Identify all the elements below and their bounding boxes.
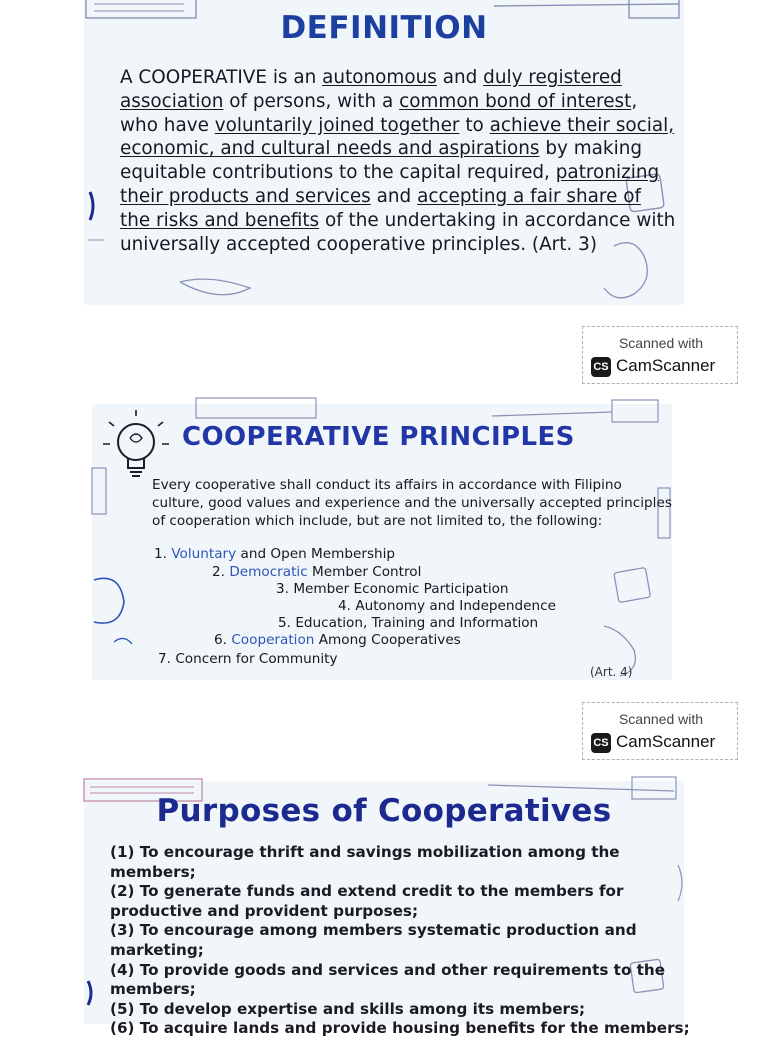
phone-doodle [92,468,106,514]
definition-text-run: to [459,114,490,136]
principle-item: 7. Concern for Community [158,651,338,667]
keyboard-doodle [196,398,316,418]
pen-doodle [494,4,679,6]
purpose-item: (2) To generate funds and extend credit to the members for productive and provident purposes; [110,882,624,920]
camscanner-name: CamScanner [616,356,716,375]
definition-text [120,66,676,256]
principles-article-reference: (Art. 4) [590,665,633,679]
purposes-list [110,843,710,1039]
scanned-with-label: Scanned with [618,711,704,727]
definition-text-run: by making equitable contributions to the capital required, [120,138,643,184]
camscanner-badge [582,326,738,384]
principle-item: 5. Education, Training and Information [278,615,539,631]
purpose-item: (6) To acquire lands and provide housing benefits for the members; [110,1019,690,1038]
pen-doodle [488,785,674,791]
scanned-with-label: Scanned with [618,335,704,351]
lightbulb-icon [103,410,169,476]
purpose-item: (4) To provide goods and services and other requirements to the members; [110,960,666,999]
definition-underlined-phrase: autonomous [322,67,437,88]
principles-title: COOPERATIVE PRINCIPLES [182,422,575,452]
camscanner-name: CamScanner [616,732,716,751]
notebook-doodle [612,400,658,422]
principle-item: 6. Cooperation Among Cooperatives [214,632,461,648]
principles-intro: Every cooperative shall conduct its affairs in accordance with Filipino culture, good values and experience and the universally accepted principles of cooperation which include, but are not limited to, the following: [152,477,672,529]
definition-underlined-phrase: duly registered association [120,67,622,112]
pen-doodle [492,412,612,416]
bracket-doodle [88,981,91,1005]
definition-text-run: and [370,185,418,207]
definition-underlined-phrase: accepting a fair share of the risks and benefits [120,185,641,231]
sticky-note-doodle [614,567,651,602]
definition-text-run: of the undertaking in accordance with universally accepted cooperative principles. (Art. 3) [120,209,676,255]
purpose-item: (3) To encourage among members systematic production and marketing; [110,921,637,959]
principle-item: 4. Autonomy and Independence [338,598,556,614]
principle-item: 1. Voluntary and Open Membership [154,546,396,562]
camscanner-logo-icon: CS [591,733,611,753]
glasses-doodle [180,279,250,295]
definition-underlined-phrase: common bond of interest [399,90,632,112]
definition-text-run: , who have [120,90,638,136]
principles-slide [92,404,672,680]
definition-underlined-phrase: voluntarily joined together [214,114,460,136]
purposes-slide [84,781,690,1038]
definition-underlined-phrase: patronizing their products and services [120,162,660,207]
purpose-item: (5) To develop expertise and skills among its members; [110,999,586,1018]
camscanner-logo-icon: CS [591,357,611,377]
definition-text-run: and [436,67,484,88]
definition-slide [84,0,684,305]
purpose-item: (1) To encourage thrift and savings mobilization among the members; [110,843,620,881]
definition-text-run: A COOPERATIVE is an [120,67,323,88]
principle-item: 2. Democratic Member Control [212,564,422,580]
cable-doodle [114,638,132,644]
principle-item: 3. Member Economic Participation [276,581,509,597]
definition-title: DEFINITION [280,10,488,46]
definition-underlined-phrase: achieve their social, economic, and cultural needs and aspirations [120,114,675,160]
purposes-title: Purposes of Cooperatives [156,793,612,829]
bracket-doodle [90,192,93,220]
camscanner-badge [582,702,738,760]
mouse-doodle [94,578,124,623]
definition-text-run: of persons, with a [223,90,400,112]
